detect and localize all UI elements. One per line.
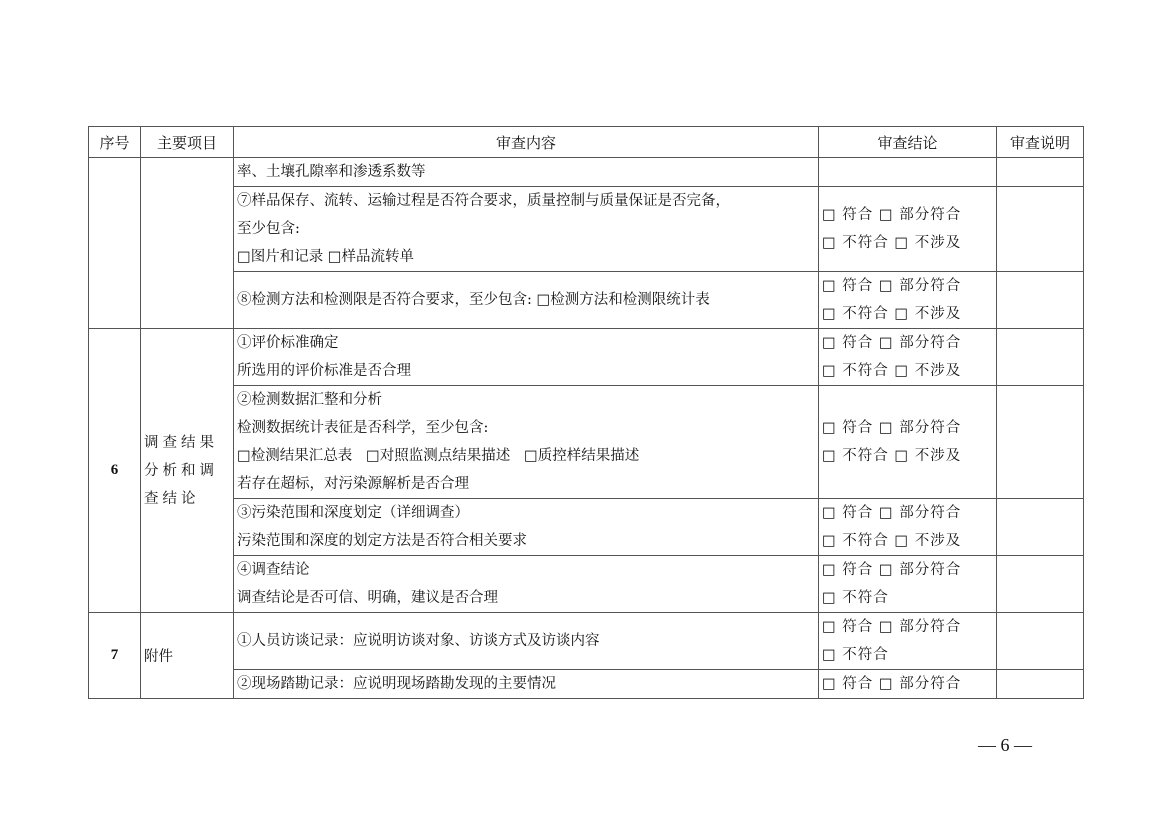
content-cell	[234, 613, 819, 670]
table-row	[89, 670, 1084, 699]
content-cell	[234, 556, 819, 613]
option-line[interactable]: □ 不符合	[822, 647, 889, 663]
option-line[interactable]: □ 符合 □ 部分符合	[822, 505, 962, 521]
row-number: 6	[89, 329, 141, 613]
option-line[interactable]: □ 符合 □ 部分符合	[822, 335, 962, 351]
content-line: ③污染范围和深度划定（详细调查）	[237, 505, 469, 521]
conclusion-options[interactable]	[819, 187, 997, 272]
header-row	[89, 127, 1084, 158]
header-note: 审查说明	[997, 127, 1084, 158]
option-line[interactable]: □ 符合 □ 部分符合	[822, 207, 962, 223]
content-line[interactable]: ⑧检测方法和检测限是否符合要求，至少包含: □检测方法和检测限统计表	[237, 292, 710, 308]
content-line: 所选用的评价标准是否合理	[237, 363, 411, 379]
content-line: 若存在超标，对污染源解析是否合理	[237, 476, 469, 492]
note-cell[interactable]	[997, 499, 1084, 556]
note-cell[interactable]	[997, 329, 1084, 386]
note-cell[interactable]	[997, 613, 1084, 670]
content-line[interactable]: □图片和记录 □样品流转单	[237, 249, 415, 265]
table-row	[89, 272, 1084, 329]
table-row	[89, 386, 1084, 499]
item-name: 附件	[141, 613, 234, 699]
content-line: 检测数据统计表征是否科学，至少包含:	[237, 420, 489, 436]
option-line[interactable]: □ 不符合 □ 不涉及	[822, 306, 962, 322]
content-cell	[234, 272, 819, 329]
item-cell	[141, 158, 234, 329]
content-cell	[234, 386, 819, 499]
option-line[interactable]: □ 符合 □ 部分符合	[822, 278, 962, 294]
option-line[interactable]: □ 不符合 □ 不涉及	[822, 448, 962, 464]
content-line: ①人员访谈记录：应说明访谈对象、访谈方式及访谈内容	[237, 633, 600, 649]
header-conclusion: 审查结论	[819, 127, 997, 158]
conclusion-options[interactable]	[819, 499, 997, 556]
conclusion-options[interactable]	[819, 670, 997, 699]
note-cell[interactable]	[997, 556, 1084, 613]
header-item: 主要项目	[141, 127, 234, 158]
option-line[interactable]: □ 不符合 □ 不涉及	[822, 363, 962, 379]
item-name: 调查结果分析和调查结论	[141, 329, 234, 613]
conclusion-options[interactable]	[819, 272, 997, 329]
note-cell[interactable]	[997, 272, 1084, 329]
content-line: ④调查结论	[237, 562, 310, 578]
note-cell[interactable]	[997, 386, 1084, 499]
option-line[interactable]: □ 符合 □ 部分符合	[822, 676, 962, 692]
table-row	[89, 499, 1084, 556]
row-number: 7	[89, 613, 141, 699]
conclusion-options[interactable]	[819, 556, 997, 613]
content-line[interactable]: □检测结果汇总表 □对照监测点结果描述 □质控样结果描述	[237, 448, 640, 464]
conclusion-cell	[819, 158, 997, 187]
note-cell[interactable]	[997, 158, 1084, 187]
content-line: 调查结论是否可信、明确，建议是否合理	[237, 590, 498, 606]
content-line: 率、土壤孔隙率和渗透系数等	[237, 164, 426, 180]
content-cell	[234, 187, 819, 272]
content-line: 至少包含:	[237, 221, 300, 237]
content-line: 污染范围和深度的划定方法是否符合相关要求	[237, 533, 527, 549]
conclusion-options[interactable]	[819, 613, 997, 670]
content-line: ⑦样品保存、流转、运输过程是否符合要求，质量控制与质量保证是否完备，	[237, 193, 730, 209]
content-line: ①评价标准确定	[237, 335, 339, 351]
number-cell	[89, 158, 141, 329]
review-table	[88, 126, 1084, 699]
content-cell	[234, 158, 819, 187]
option-line[interactable]: □ 不符合	[822, 590, 889, 606]
option-line[interactable]: □ 不符合 □ 不涉及	[822, 533, 962, 549]
page-number: — 6 —	[978, 735, 1032, 755]
conclusion-options[interactable]	[819, 329, 997, 386]
header-number: 序号	[89, 127, 141, 158]
table-row	[89, 613, 1084, 670]
table-row	[89, 556, 1084, 613]
content-line: ②现场踏勘记录：应说明现场踏勘发现的主要情况	[237, 676, 556, 692]
note-cell[interactable]	[997, 670, 1084, 699]
option-line[interactable]: □ 符合 □ 部分符合	[822, 619, 962, 635]
option-line[interactable]: □ 符合 □ 部分符合	[822, 562, 962, 578]
option-line[interactable]: □ 符合 □ 部分符合	[822, 420, 962, 436]
conclusion-options[interactable]	[819, 386, 997, 499]
header-content: 审查内容	[234, 127, 819, 158]
content-cell	[234, 499, 819, 556]
content-line: ②检测数据汇整和分析	[237, 392, 382, 408]
table-row	[89, 329, 1084, 386]
table-row	[89, 158, 1084, 187]
content-cell	[234, 329, 819, 386]
table-row	[89, 187, 1084, 272]
note-cell[interactable]	[997, 187, 1084, 272]
content-cell	[234, 670, 819, 699]
option-line[interactable]: □ 不符合 □ 不涉及	[822, 235, 962, 251]
